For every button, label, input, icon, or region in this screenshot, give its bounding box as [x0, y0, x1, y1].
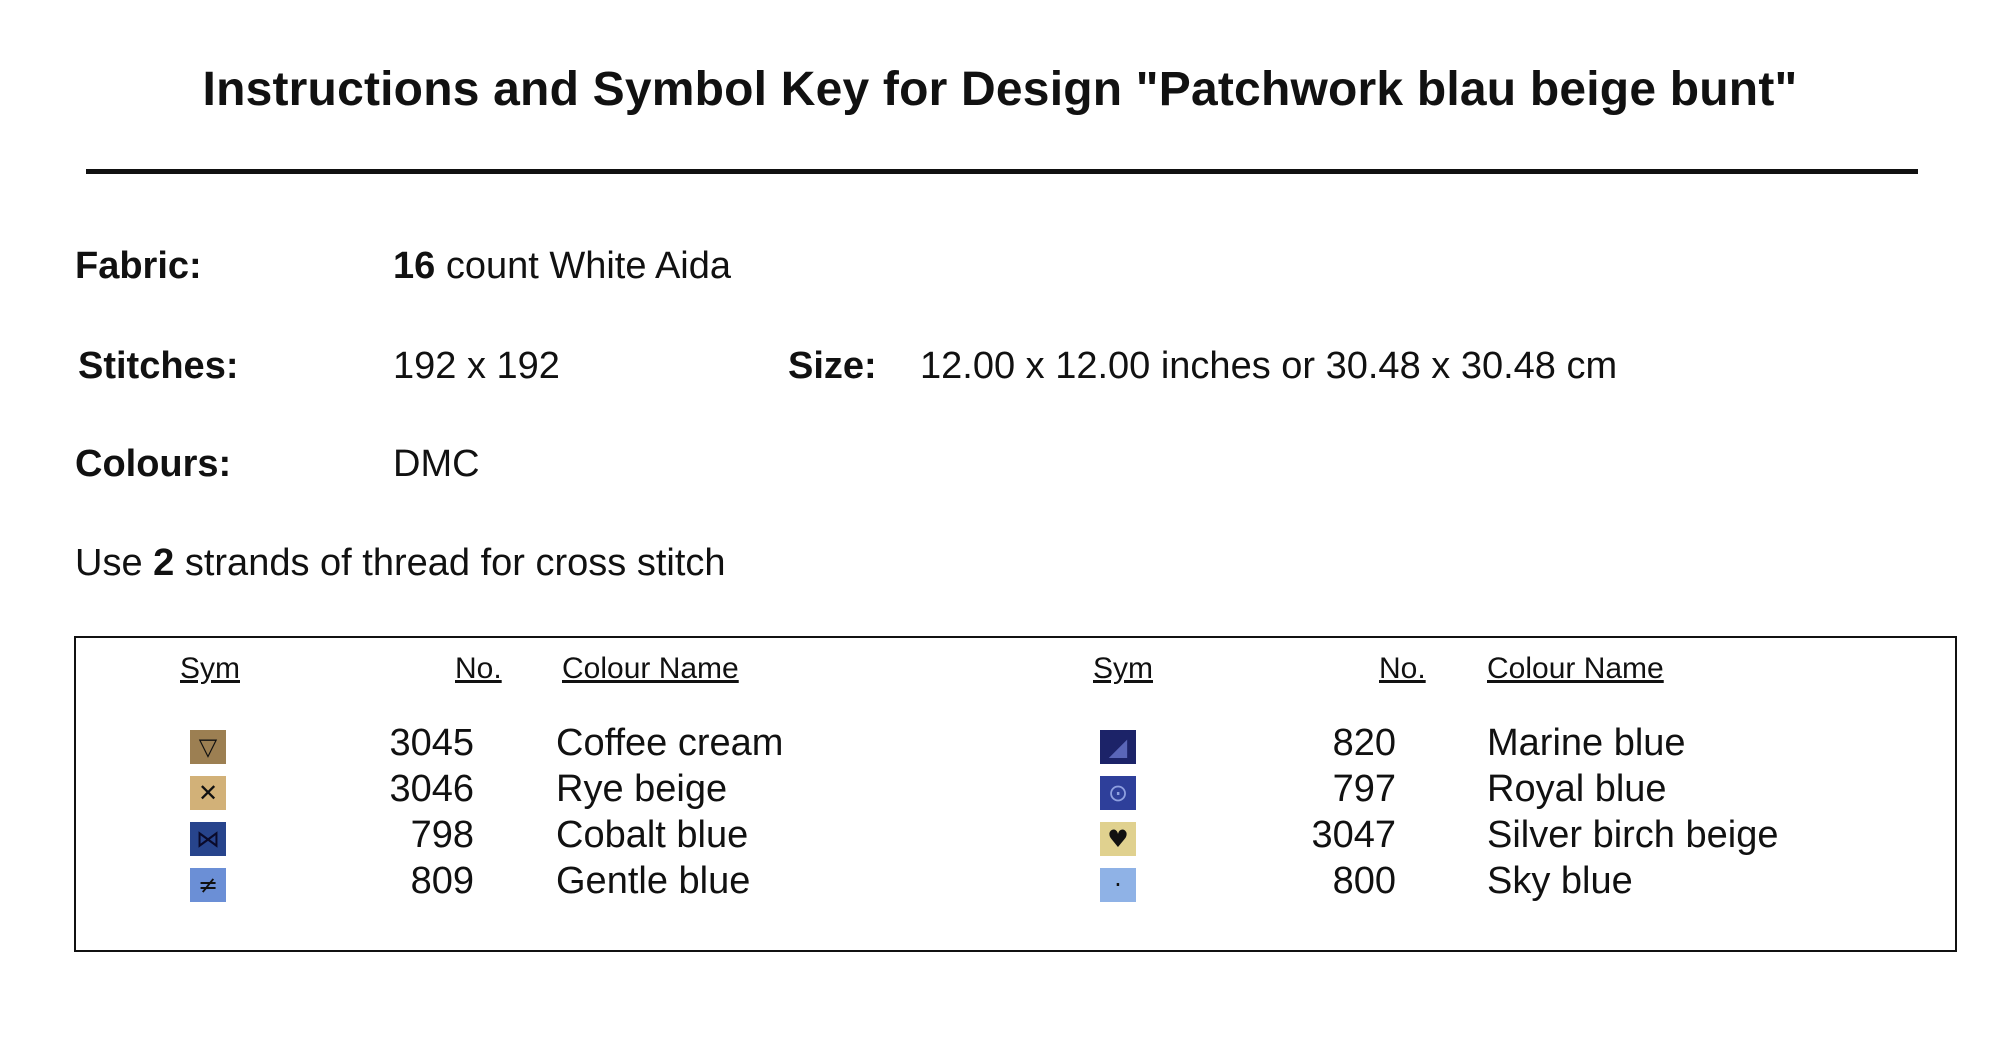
dmc-number-right: 797	[1332, 768, 1396, 810]
fabric-value	[393, 245, 731, 288]
dmc-number-right: 820	[1332, 722, 1396, 764]
dmc-number-left: 3046	[389, 768, 474, 810]
dmc-number-left: 3045	[389, 722, 474, 764]
colours-label: Colours:	[75, 443, 232, 485]
strands-prefix: Use	[75, 542, 143, 584]
not-equal-icon: ≠	[190, 868, 226, 902]
colour-name-right: Marine blue	[1487, 722, 1686, 764]
dmc-number-right: 800	[1332, 860, 1396, 902]
dmc-number-left: 809	[410, 860, 474, 902]
fabric-label: Fabric:	[75, 245, 202, 287]
symbol-key-table	[74, 636, 1957, 952]
fabric-type: count White Aida	[445, 245, 732, 287]
stitches-value: 192 x 192	[393, 345, 560, 387]
colour-name-left: Cobalt blue	[556, 814, 749, 856]
x-mark-icon: ✕	[190, 776, 226, 810]
bowtie-icon: ⋈	[190, 822, 226, 856]
colour-name-left: Coffee cream	[556, 722, 784, 764]
stitches-label: Stitches:	[78, 345, 239, 387]
page-title: Instructions and Symbol Key for Design "Patchwork blau beige bunt"	[202, 63, 1798, 116]
colour-name-right: Royal blue	[1487, 768, 1667, 810]
fabric-count: 16	[393, 245, 436, 287]
circled-dot-icon: ⊙	[1100, 776, 1136, 810]
colour-name-left: Rye beige	[556, 768, 728, 810]
colour-name-header-left: Colour Name	[562, 652, 739, 685]
size-value: 12.00 x 12.00 inches or 30.48 x 30.48 cm	[920, 345, 1618, 387]
colour-name-left: Gentle blue	[556, 860, 751, 902]
sym-header-right: Sym	[1093, 652, 1153, 685]
size-label: Size:	[788, 345, 877, 387]
colour-name-right: Sky blue	[1487, 860, 1633, 902]
colours-value: DMC	[393, 443, 480, 485]
dmc-number-right: 3047	[1311, 814, 1396, 856]
colour-name-right: Silver birch beige	[1487, 814, 1779, 856]
corner-triangle-icon: ◢	[1100, 730, 1136, 764]
triangle-down-icon: ▽	[190, 730, 226, 764]
sym-header-left: Sym	[180, 652, 240, 685]
no-header-left: No.	[455, 652, 502, 685]
dmc-number-left: 798	[410, 814, 474, 856]
strands-count: 2	[153, 542, 175, 584]
colour-name-header-right: Colour Name	[1487, 652, 1664, 685]
no-header-right: No.	[1379, 652, 1426, 685]
strands-instruction	[75, 542, 726, 585]
heart-icon: ♥	[1100, 822, 1136, 856]
dot-icon: ·	[1100, 868, 1136, 902]
title-divider	[86, 169, 1918, 174]
strands-suffix: strands of thread for cross stitch	[184, 542, 726, 584]
